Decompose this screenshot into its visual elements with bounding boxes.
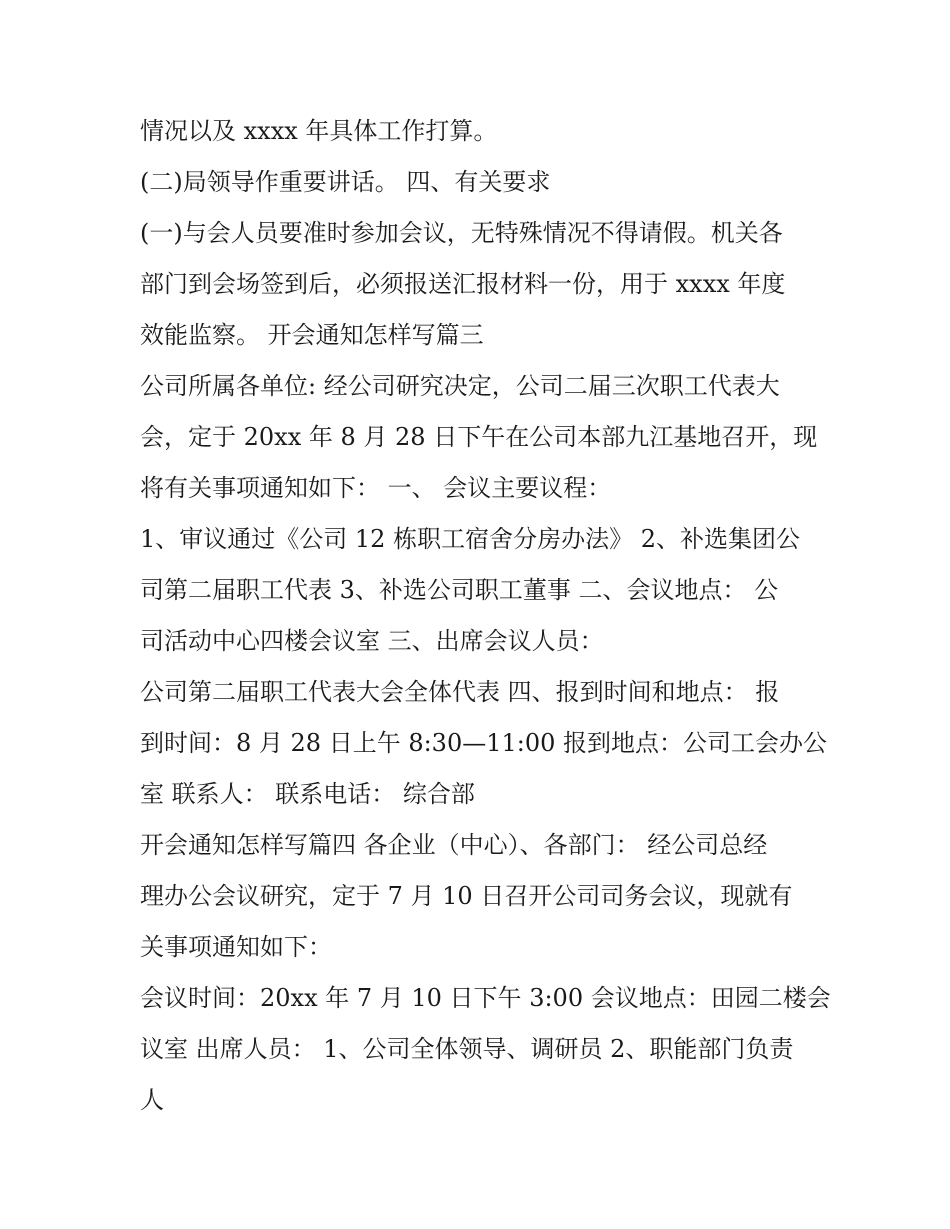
text-line: 议室 出席人员： 1、公司全体领导、调研员 2、职能部门负责 [140,1035,794,1063]
text-line: 开会通知怎样写篇四 各企业（中心）、各部门： 经公司总经 [140,831,768,859]
text-line: (一)与会人员要准时参加会议，无特殊情况不得请假。机关各 [140,219,783,247]
body-text [140,106,831,1126]
text-line: 到时间：8 月 28 日上午 8:30—11:00 报到地点：公司工会办公 [140,729,828,757]
text-line: 1、审议通过《公司 12 栋职工宿舍分房办法》 2、补选集团公 [140,525,800,553]
text-line: 公司第二届职工代表大会全体代表 四、报到时间和地点： 报 [140,678,780,706]
text-line: 会议时间：20xx 年 7 月 10 日下午 3:00 会议地点：田园二楼会 [140,984,831,1012]
text-line: 关事项通知如下： [140,933,332,961]
text-line: 室 联系人： 联系电话： 综合部 [140,780,475,808]
text-line: (二)局领导作重要讲话。 四、有关要求 [140,168,551,196]
text-line: 公司所属各单位: 经公司研究决定，公司二届三次职工代表大 [140,372,780,400]
text-line: 将有关事项通知如下： 一、 会议主要议程： [140,474,612,502]
text-line: 效能监察。 开会通知怎样写篇三 [140,321,484,349]
text-line: 司第二届职工代表 3、补选公司职工董事 二、会议地点： 公 [140,576,779,604]
text-line: 理办公会议研究，定于 7 月 10 日召开公司司务会议，现就有 [140,882,793,910]
text-line: 情况以及 xxxx 年具体工作打算。 [140,117,498,145]
text-line: 部门到会场签到后，必须报送汇报材料一份，用于 xxxx 年度 [140,270,786,298]
text-line: 会，定于 20xx 年 8 月 28 日下午在公司本部九江基地召开，现 [140,423,818,451]
text-line: 人 [140,1086,164,1114]
text-line: 司活动中心四楼会议室 三、出席会议人员： [140,627,604,655]
